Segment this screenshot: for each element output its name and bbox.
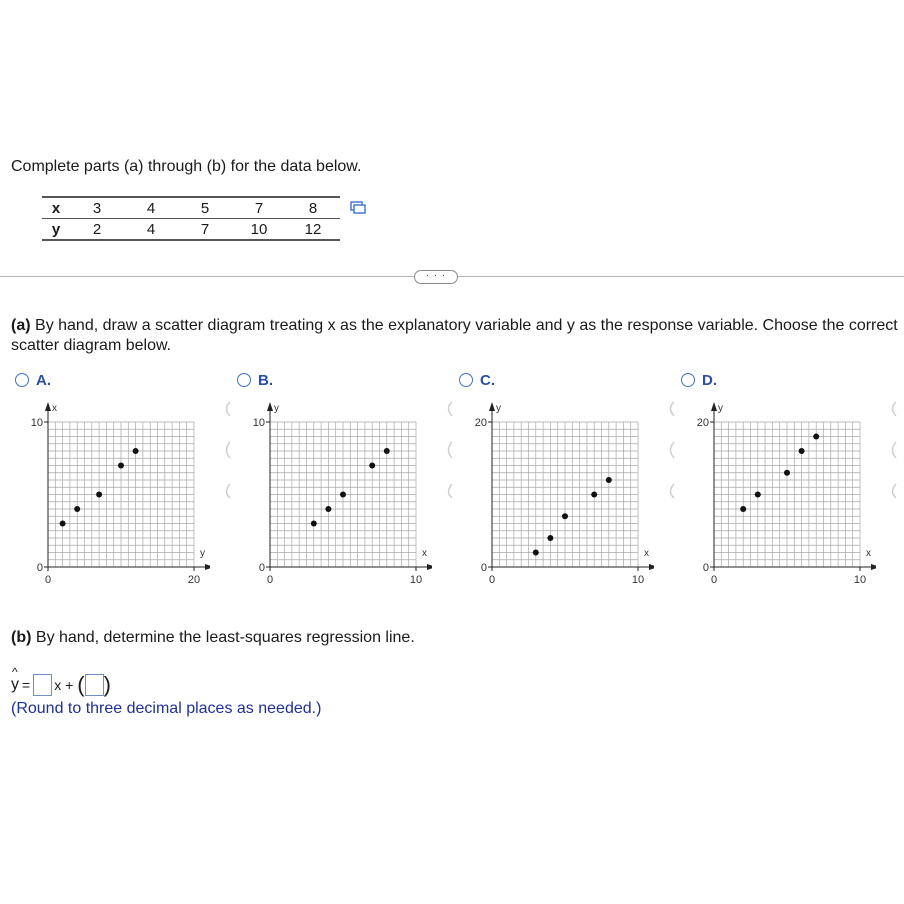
table-cell: 12 bbox=[304, 220, 322, 238]
open-paren: ( bbox=[77, 672, 85, 697]
x-tick-label: 20 bbox=[187, 574, 201, 586]
equals-sign: = bbox=[22, 677, 31, 693]
data-point bbox=[547, 535, 553, 541]
y-tick-label: 0 bbox=[258, 562, 265, 574]
y-tick-label: 0 bbox=[702, 562, 709, 574]
scatter-plot-a[interactable] bbox=[20, 396, 210, 596]
y-hat-symbol: ^ y bbox=[11, 665, 19, 693]
data-point bbox=[74, 506, 80, 512]
magnify-handle-d[interactable] bbox=[666, 400, 676, 500]
magnify-handle-e[interactable] bbox=[888, 400, 898, 500]
radio-button-d[interactable] bbox=[681, 373, 695, 387]
table-cell: 2 bbox=[92, 220, 102, 238]
radio-button-a[interactable] bbox=[15, 373, 29, 387]
table-header-y: y bbox=[51, 220, 61, 238]
data-point bbox=[533, 550, 539, 556]
x-axis-arrow bbox=[649, 564, 654, 570]
y-tick-label: 0 bbox=[480, 562, 487, 574]
x-plus-text: x + bbox=[54, 677, 74, 693]
data-point bbox=[96, 492, 102, 498]
table-cell: 10 bbox=[250, 220, 268, 238]
choice-c[interactable] bbox=[459, 370, 495, 390]
data-point bbox=[591, 492, 597, 498]
table-cell: 8 bbox=[286, 197, 340, 219]
part-b-question bbox=[11, 629, 415, 647]
magnify-handle-c[interactable] bbox=[444, 400, 454, 500]
choice-d[interactable] bbox=[681, 370, 717, 390]
data-point bbox=[133, 448, 139, 454]
data-point bbox=[606, 477, 612, 483]
data-point bbox=[60, 521, 66, 527]
data-point bbox=[311, 521, 317, 527]
x-tick-label: 0 bbox=[266, 574, 274, 586]
data-point bbox=[118, 463, 124, 469]
radio-button-c[interactable] bbox=[459, 373, 473, 387]
magnify-handle-b[interactable] bbox=[222, 400, 232, 500]
x-tick-label: 10 bbox=[409, 574, 423, 586]
choice-d-label: D. bbox=[702, 371, 717, 389]
data-point bbox=[562, 513, 568, 519]
radio-button-b[interactable] bbox=[237, 373, 251, 387]
data-point bbox=[799, 448, 805, 454]
choice-a[interactable] bbox=[15, 370, 51, 390]
data-point bbox=[740, 506, 746, 512]
data-point bbox=[813, 434, 819, 440]
data-point bbox=[384, 448, 390, 454]
y-axis-label: y bbox=[718, 403, 723, 414]
y-axis-arrow bbox=[489, 402, 495, 411]
copy-data-icon[interactable] bbox=[350, 201, 366, 215]
part-b-text: By hand, determine the least-squares regression line. bbox=[35, 629, 415, 646]
table-cell: 4 bbox=[124, 197, 178, 219]
y-axis-arrow bbox=[711, 402, 717, 411]
x-tick-label: 10 bbox=[853, 574, 867, 586]
scatter-plot-c[interactable] bbox=[464, 396, 654, 596]
table-cell: 3 bbox=[70, 197, 124, 219]
close-paren: ) bbox=[103, 672, 111, 697]
y-axis-label: x bbox=[52, 403, 57, 414]
y-axis-arrow bbox=[267, 402, 273, 411]
x-tick-label: 0 bbox=[710, 574, 718, 586]
regression-answer-row bbox=[11, 665, 111, 698]
more-options-button[interactable]: · · · bbox=[414, 270, 458, 284]
y-axis-arrow bbox=[45, 402, 51, 411]
data-point bbox=[340, 492, 346, 498]
x-axis-label: x bbox=[422, 548, 427, 559]
x-tick-label: 10 bbox=[631, 574, 645, 586]
choice-b[interactable] bbox=[237, 370, 273, 390]
table-cell: 7 bbox=[200, 220, 210, 238]
intercept-input[interactable] bbox=[85, 674, 104, 696]
y-tick-label: 20 bbox=[474, 417, 487, 429]
x-axis-arrow bbox=[871, 564, 876, 570]
data-point bbox=[784, 470, 790, 476]
table-row-y bbox=[42, 219, 340, 241]
part-a-text: By hand, draw a scatter diagram treating x as the explanatory variable and y as the response variable. Choose the correct scatter diagram below. bbox=[11, 317, 898, 354]
y-axis-label: y bbox=[274, 403, 279, 414]
table-header-x: x bbox=[42, 197, 70, 219]
y-axis-label: y bbox=[496, 403, 501, 414]
part-b-label: (b) bbox=[11, 629, 32, 646]
table-cell: 7 bbox=[232, 197, 286, 219]
x-tick-label: 0 bbox=[488, 574, 496, 586]
choice-a-label: A. bbox=[36, 371, 51, 389]
instruction-text: Complete parts (a) through (b) for the data below. bbox=[11, 158, 362, 175]
x-axis-arrow bbox=[205, 564, 210, 570]
x-axis-arrow bbox=[427, 564, 432, 570]
x-axis-label: x bbox=[866, 548, 871, 559]
table-cell: 4 bbox=[146, 220, 156, 238]
x-tick-label: 0 bbox=[44, 574, 52, 586]
y-tick-label: 0 bbox=[36, 562, 43, 574]
choice-c-label: C. bbox=[480, 371, 495, 389]
part-a-question bbox=[11, 316, 901, 356]
choice-b-label: B. bbox=[258, 371, 273, 389]
scatter-plot-d[interactable] bbox=[686, 396, 876, 596]
data-point bbox=[369, 463, 375, 469]
data-point bbox=[755, 492, 761, 498]
part-a-label: (a) bbox=[11, 317, 31, 334]
slope-input[interactable] bbox=[33, 674, 52, 696]
rounding-note: (Round to three decimal places as needed.) bbox=[11, 700, 322, 717]
data-point bbox=[325, 506, 331, 512]
data-table bbox=[42, 196, 340, 241]
table-cell: 5 bbox=[178, 197, 232, 219]
scatter-plot-b[interactable] bbox=[242, 396, 432, 596]
x-axis-label: y bbox=[200, 548, 205, 559]
y-tick-label: 10 bbox=[252, 417, 265, 429]
table-row-x bbox=[42, 197, 340, 219]
y-tick-label: 20 bbox=[696, 417, 709, 429]
y-tick-label: 10 bbox=[30, 417, 43, 429]
x-axis-label: x bbox=[644, 548, 649, 559]
